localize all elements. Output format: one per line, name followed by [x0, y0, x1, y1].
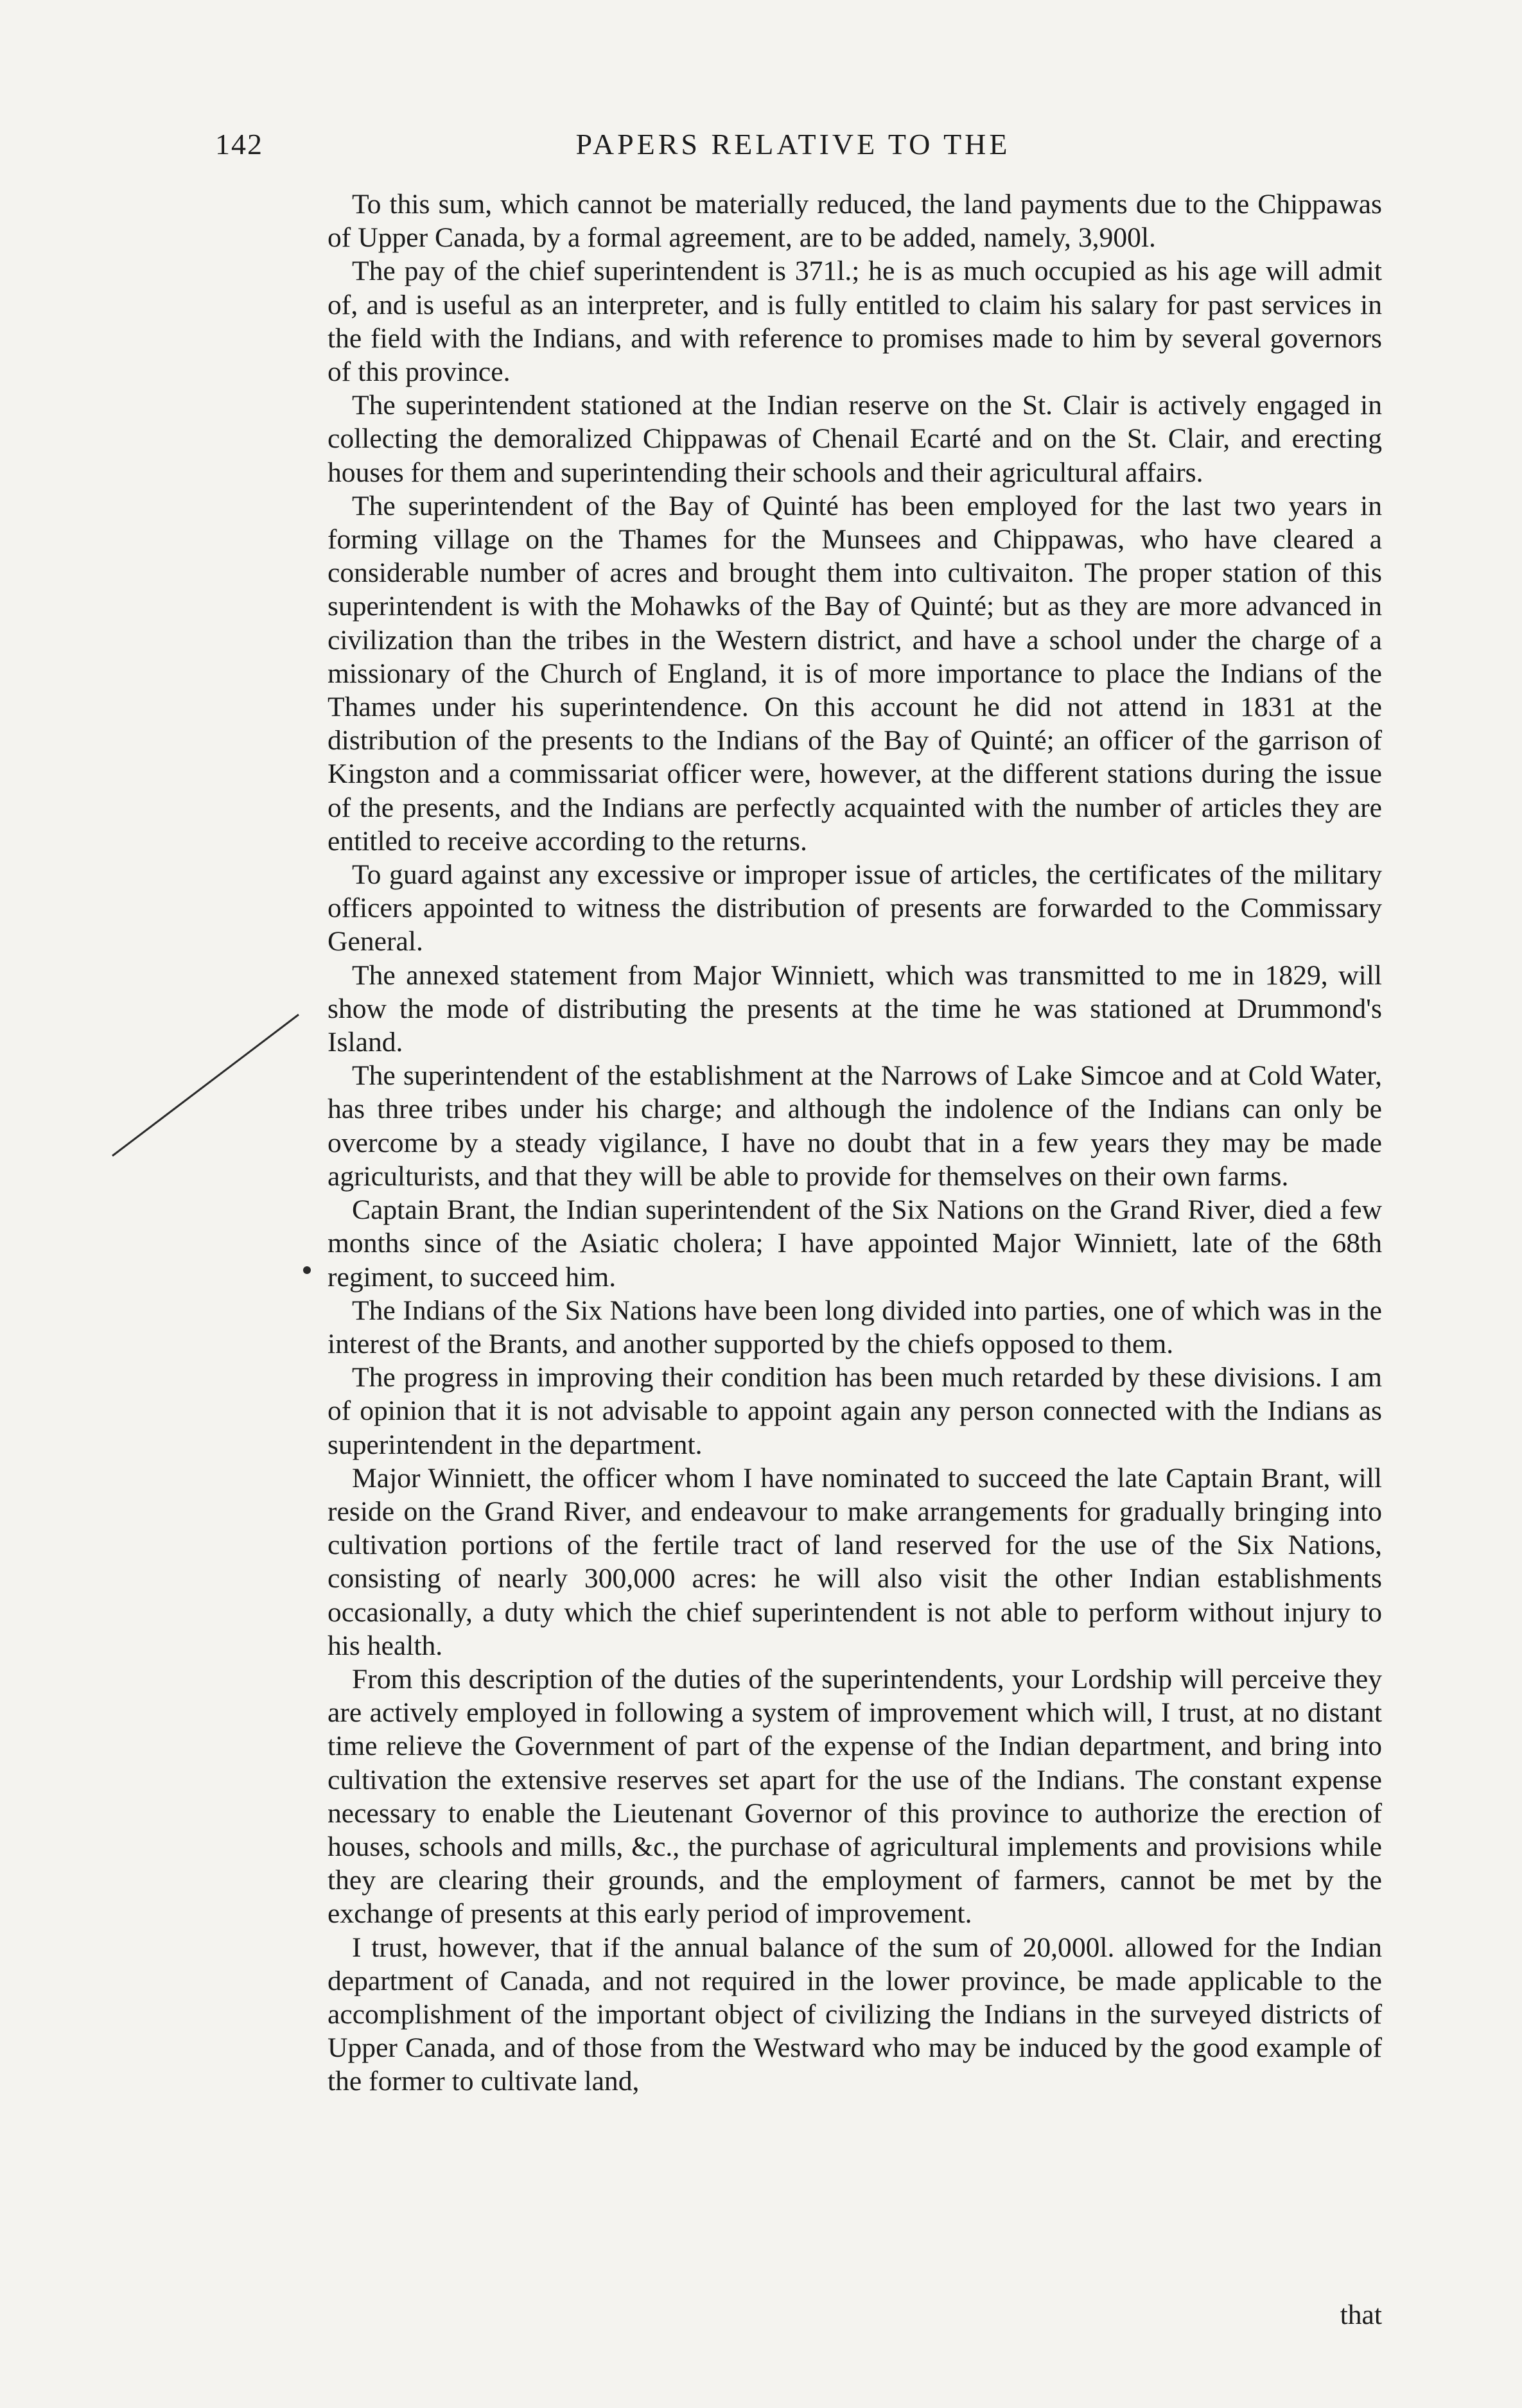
catchword: that: [1340, 2299, 1382, 2330]
page-number: 142: [215, 128, 263, 161]
pen-stroke-line: [112, 1015, 299, 1156]
paragraph-6: The annexed statement from Major Winniett, which was transmitted to me in 1829, will show the mode of distributing the presents at the time he was stationed at Drummond's Island.: [328, 959, 1382, 1058]
paragraph-13: I trust, however, that if the annual balance of the sum of 20,000l. allowed for the Indian department of Canada, and not required in the lower province, be made applicable to the accomplishment of the important object of civilizing the Indians in the surveyed districts of Upper Canada, and of those from the Westward who may be induced by the good example of the former to cultivate land,: [328, 1932, 1382, 2097]
paragraph-11: Major Winniett, the officer whom I have nominated to succeed the late Captain Brant, will reside on the Grand River, and endeavour to make arrangements for gradually bringing into cultivation portions of the fertile tract of land reserved for the use of the Six Nations, consisting of nearly 300,000 acres: he will also visit the other Indian establishments occasionally, a duty which the chief superintendent is not able to perform without injury to his health.: [328, 1462, 1382, 1661]
paragraph-4: The superintendent of the Bay of Quinté has been employed for the last two years in forming village on the Thames for the Munsees and Chippawas, who have cleared a considerable number of acres and brought them into cultivaiton. The proper station of this superintendent is with the Mohawks of the Bay of Quinté; but as they are more advanced in civilization than the tribes in the Western district, and have a school under the charge of a missionary of the Church of England, it is of more importance to place the Indians of the Thames under his superintendence. On this account he did not attend in 1831 at the distribution of the presents to the Indians of the Bay of Quinté; an officer of the garrison of Kingston and a commissariat officer were, however, at the different stations during the issue of the presents, and the Indians are perfectly acquainted with the number of articles they are entitled to receive according to the returns.: [328, 490, 1382, 857]
running-head: PAPERS RELATIVE TO THE: [575, 128, 1011, 161]
ink-dot: [303, 1266, 311, 1274]
paragraph-12: From this description of the duties of the superintendents, your Lordship will perceive they are actively employed in following a system of improvement which will, I trust, at no distant time relieve the Government of part of the expense of the Indian department, and bring into cultivation the extensive reserves set apart for the use of the Indians. The constant expense necessary to enable the Lieutenant Governor of this province to authorize the erection of houses, schools and mills, &c., the purchase of agricultural implements and provisions while they are clearing their grounds, and the employment of farmers, cannot be met by the exchange of presents at this early period of improvement.: [328, 1663, 1382, 1930]
paragraph-10: The progress in improving their condition has been much retarded by these divisions. I am of opinion that it is not advisable to appoint again any person connected with the Indians as superintendent in the department.: [328, 1362, 1382, 1460]
paragraph-7: The superintendent of the establishment at the Narrows of Lake Simcoe and at Cold Water, has three tribes under his charge; and although the indolence of the Indians can only be overcome by a steady vigilance, I have no doubt that in a few years they may be made agriculturists, and that they will be able to provide for themselves on their own farms.: [328, 1060, 1382, 1192]
paragraph-2: The pay of the chief superintendent is 371l.; he is as much occupied as his age will admit of, and is useful as an interpreter, and is fully entitled to claim his salary for past services in the field with the Indians, and with reference to promises made to him by several governors of this province.: [328, 256, 1382, 388]
paragraph-8: Captain Brant, the Indian superintendent of the Six Nations on the Grand River, died a few months since of the Asiatic cholera; I have appointed Major Winniett, late of the 68th regiment, to succeed him.: [328, 1194, 1382, 1293]
paragraph-3: The superintendent stationed at the Indian reserve on the St. Clair is actively engaged in collecting the demoralized Chippawas of Chenail Ecarté and on the St. Clair, and erecting houses for them and superintending their schools and their agricultural affairs.: [328, 390, 1382, 488]
body-text: [328, 188, 1382, 2098]
paragraph-5: To guard against any excessive or improper issue of articles, the certificates of the military officers appointed to witness the distribution of presents are forwarded to the Commissary General.: [328, 859, 1382, 957]
paragraph-1: To this sum, which cannot be materially reduced, the land payments due to the Chippawas of Upper Canada, by a formal agreement, are to be added, namely, 3,900l.: [328, 189, 1382, 254]
paragraph-9: The Indians of the Six Nations have been long divided into parties, one of which was in the interest of the Brants, and another supported by the chiefs opposed to them.: [328, 1295, 1382, 1359]
